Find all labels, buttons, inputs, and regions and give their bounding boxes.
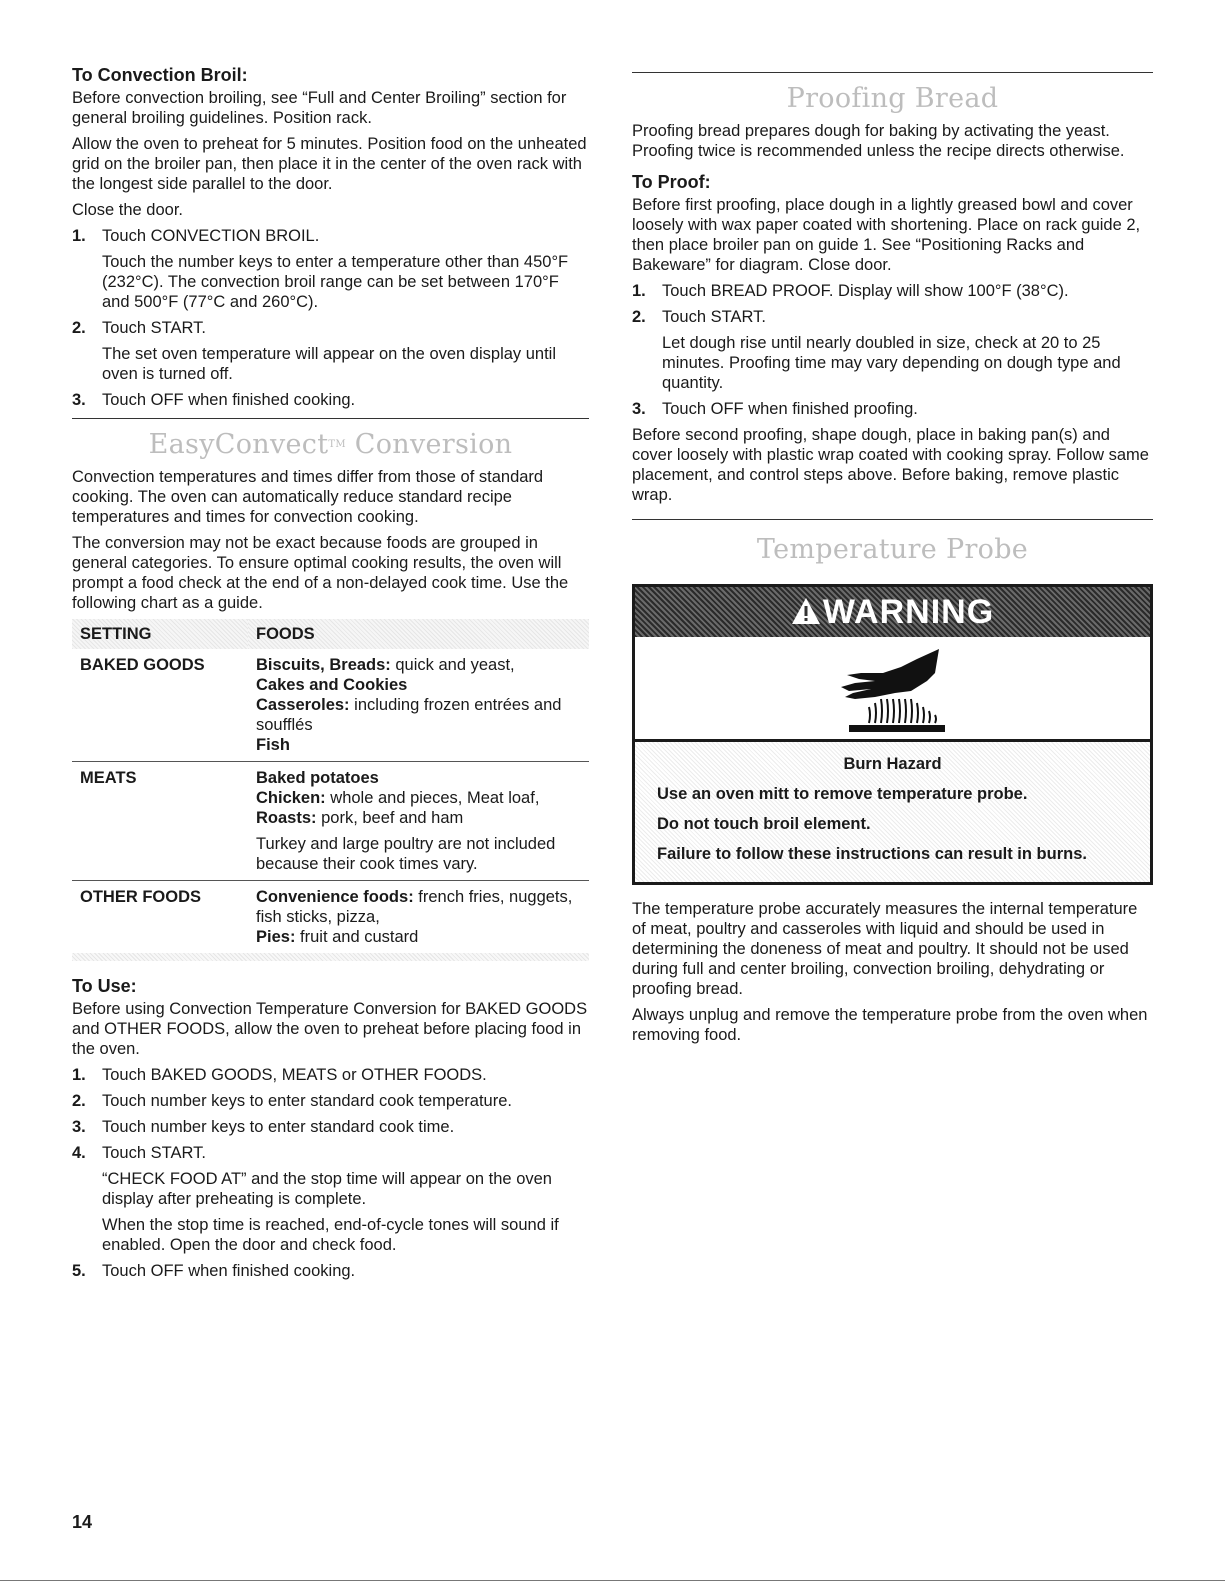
foods-cell: Convenience foods: french fries, nuggets, fish sticks, pizza, Pies: fruit and custard <box>256 888 573 946</box>
list-item: 3. Touch OFF when finished cooking. <box>72 391 356 409</box>
burn-hazard-title: Burn Hazard <box>843 755 942 773</box>
list-item: 2. Touch number keys to enter standard cook temperature. <box>72 1092 512 1110</box>
easyconvect-title: EasyConvect™ Conversion <box>148 429 513 460</box>
setting-cell: MEATS <box>72 762 248 881</box>
easyconvect-intro: Convection temperatures and times differ from those of standard cooking. The oven can automatically reduce standard recipe temperatures and times for convection cooking. <box>72 468 544 526</box>
easyconvect-conversion-note: The conversion may not be exact because foods are grouped in general categories. To ensure optimal cooking results, the oven will prompt a food check at the end of a non-delayed cook time. Use the following chart as a guide. <box>72 534 569 612</box>
warning-line: Use an oven mitt to remove temperature probe. <box>657 785 1028 803</box>
page-number: 14 <box>72 1512 93 1532</box>
to-use-steps <box>72 1065 589 1281</box>
list-item: 2. Touch START. Let dough rise until nearly doubled in size, check at 20 to 25 minutes. Proofing time may vary depending on dough type and quantity. <box>632 308 1121 392</box>
probe-unplug-note: Always unplug and remove the temperature probe from the oven when removing food. <box>632 1006 1148 1044</box>
section-divider <box>72 418 589 419</box>
table-row <box>72 762 589 881</box>
column-header-setting: SETTING <box>72 619 248 649</box>
list-item: 3. Touch OFF when finished proofing. <box>632 400 918 418</box>
right-column <box>632 64 1153 1051</box>
warning-text-area <box>635 742 1150 882</box>
convection-broil-preheat: Allow the oven to preheat for 5 minutes. Position food on the unheated grid on the broiler pan, then place it in the center of the oven rack with the longest side parallel to the door. <box>72 135 587 193</box>
convection-broil-steps <box>72 226 589 410</box>
convection-broil-close: Close the door. <box>72 201 183 219</box>
to-use-intro: Before using Convection Temperature Conversion for BAKED GOODS and OTHER FOODS, allow the oven to preheat before placing food in the oven. <box>72 1000 588 1058</box>
to-proof-steps <box>632 281 1153 419</box>
table-row <box>72 881 589 954</box>
warning-line: Failure to follow these instructions can result in burns. <box>657 845 1087 863</box>
section-divider <box>632 72 1153 73</box>
proofing-intro: Proofing bread prepares dough for baking by activating the yeast. Proofing twice is recommended unless the recipe directs otherwise. <box>632 122 1125 160</box>
table-header-row <box>72 619 589 649</box>
to-use-heading: To Use: <box>72 976 137 996</box>
setting-cell: BAKED GOODS <box>72 649 248 762</box>
warning-line: Do not touch broil element. <box>657 815 871 833</box>
setting-cell: OTHER FOODS <box>80 888 202 906</box>
section-divider <box>632 519 1153 520</box>
list-item: 3. Touch number keys to enter standard cook time. <box>72 1118 455 1136</box>
warning-triangle-icon <box>791 589 821 639</box>
to-proof-heading: To Proof: <box>632 172 711 192</box>
foods-cell: Baked potatoes Chicken: whole and pieces, Meat loaf, Roasts: pork, beef and ham Turkey and large poultry are not included because their cook times vary. <box>248 762 589 881</box>
warning-box <box>632 584 1153 885</box>
convection-broil-heading: To Convection Broil: <box>72 65 248 85</box>
second-proofing-note: Before second proofing, shape dough, place in baking pan(s) and cover loosely with plastic wrap coated with cooking spray. Follow same placement, and control steps above. Before baking, remove plastic wrap. <box>632 426 1149 504</box>
warning-header <box>635 587 1150 637</box>
foods-cell: Biscuits, Breads: quick and yeast, Cakes and Cookies Casseroles: including frozen entrées and soufflés Fish <box>248 649 589 762</box>
warning-picture <box>635 637 1150 742</box>
table-bottom-bar <box>72 953 589 961</box>
list-item: 4. Touch START. “CHECK FOOD AT” and the stop time will appear on the oven display after preheating is complete. When the stop time is reached, end-of-cycle tones will sound if enabled. Open the door and check food. <box>72 1144 559 1254</box>
proofing-bread-title: Proofing Bread <box>786 83 999 114</box>
convection-broil-intro: Before convection broiling, see “Full and Center Broiling” section for general broiling guidelines. Position rack. <box>72 89 567 127</box>
left-column <box>72 64 589 1287</box>
column-header-foods: FOODS <box>248 619 589 649</box>
list-item: 1. Touch CONVECTION BROIL. Touch the number keys to enter a temperature other than 450°F (232°C). The convection broil range can be set between 170°F and 500°F (77°C and 260°C). <box>72 227 569 311</box>
list-item: 1. Touch BREAD PROOF. Display will show 100°F (38°C). <box>632 282 1069 300</box>
to-proof-intro: Before first proofing, place dough in a lightly greased bowl and cover loosely with wax paper coated with shortening. Place on rack guide 2, then place broiler pan on guide 1. See “Positioning Racks and Bakeware” for diagram. Close door. <box>632 196 1141 274</box>
bottom-rule <box>0 1580 1225 1581</box>
hand-burn-hazard-icon <box>831 645 961 735</box>
table-row <box>72 649 589 762</box>
warning-label: WARNING <box>822 593 995 631</box>
temperature-probe-title: Temperature Probe <box>756 534 1029 565</box>
probe-description: The temperature probe accurately measures the internal temperature of meat, poultry and casseroles with liquid and should be used in determining the doneness of meat and poultry. It should not be used during full and center broiling, convection broiling, dehydrating or proofing bread. <box>632 900 1138 998</box>
list-item: 1. Touch BAKED GOODS, MEATS or OTHER FOODS. <box>72 1066 487 1084</box>
list-item: 2. Touch START. The set oven temperature will appear on the oven display until oven is turned off. <box>72 319 557 383</box>
conversion-table <box>72 619 589 953</box>
list-item: 5. Touch OFF when finished cooking. <box>72 1262 356 1280</box>
